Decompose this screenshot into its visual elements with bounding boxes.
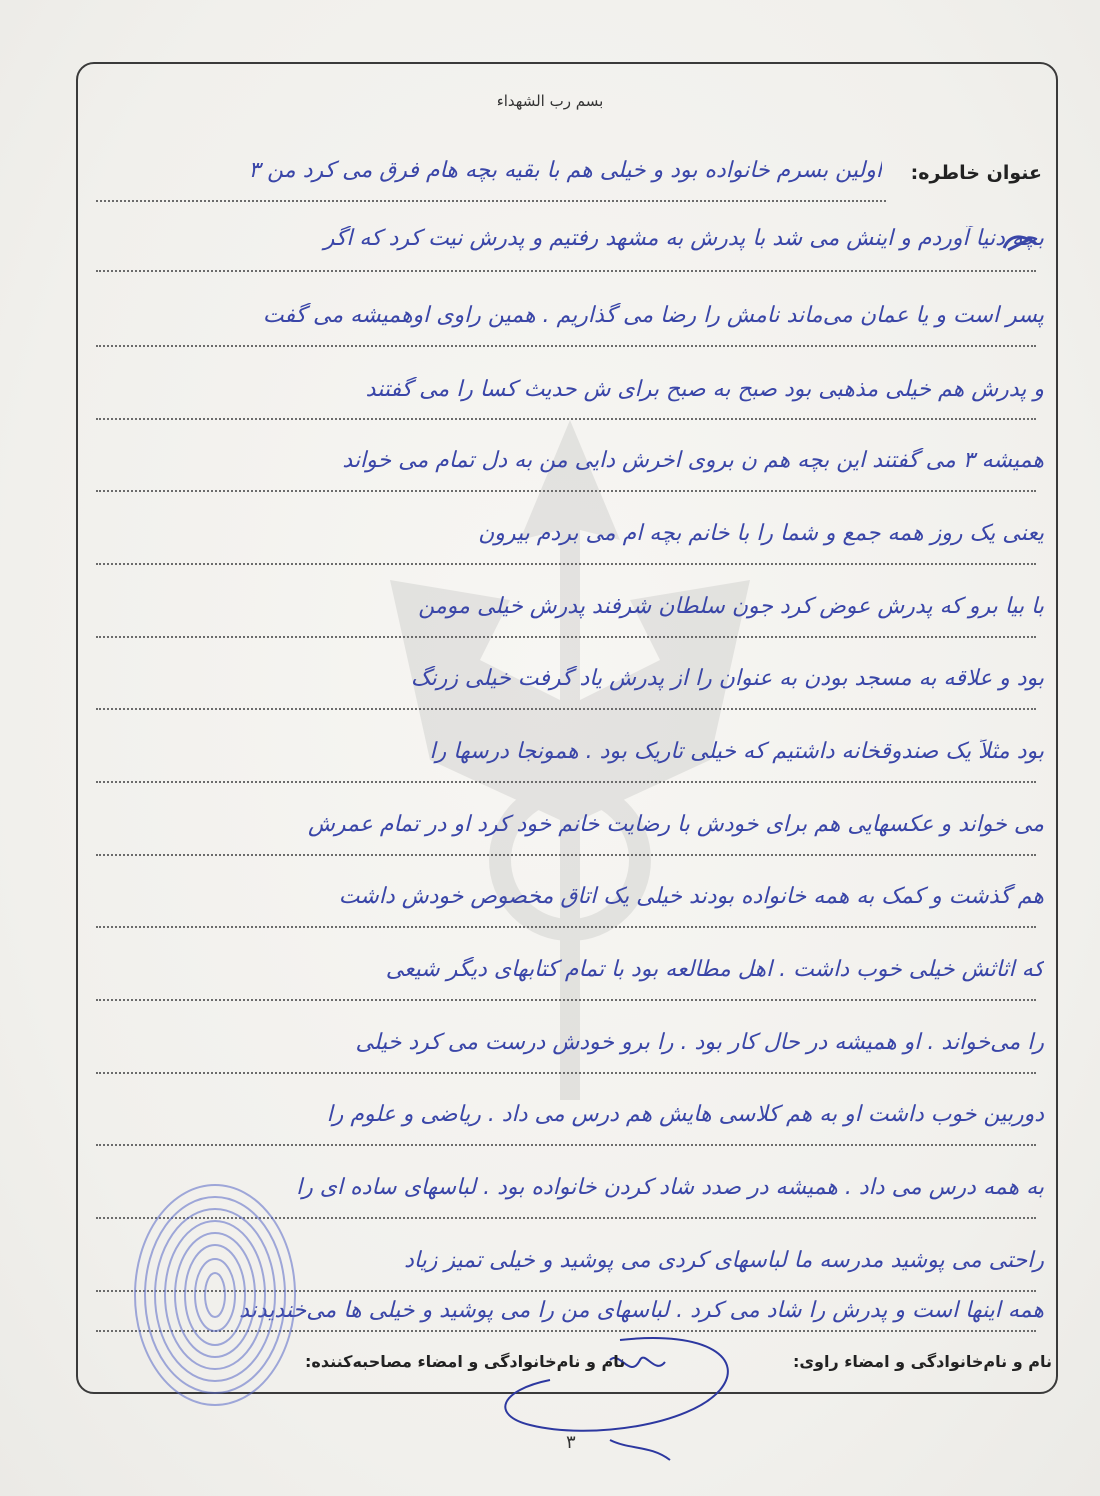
handwritten-line: پسر است و یا عمان می‌ماند نامش را رضا می گذاریم . همین راوی اوهمیشه می گفت xyxy=(262,303,1044,328)
handwritten-line: بچه دنیا آوردم و اینش می شد با پدرش به مشهد رفتیم و پدرش نیت کرد که اگر xyxy=(323,226,1044,251)
ruled-line xyxy=(96,270,1036,272)
ruled-line xyxy=(96,200,886,202)
handwritten-line: بود مثلاً یک صندوقخانه داشتیم که خیلی تاریک بود . همونجا درسها را xyxy=(429,739,1044,764)
handwritten-line: همیشه ۳ می گفتند این بچه هم ن بروی اخرش دایی من به دل تمام می خواند xyxy=(342,448,1044,473)
handwritten-line: که اثاثش خیلی خوب داشت . اهل مطالعه بود با تمام کتابهای دیگر شیعی xyxy=(385,957,1044,982)
narrator-signature-label: نام و نام‌خانوادگی و امضاء راوی: xyxy=(792,1352,1052,1371)
ruled-line xyxy=(96,854,1036,856)
handwritten-signature-icon xyxy=(470,1320,750,1470)
ruled-line xyxy=(96,708,1036,710)
handwritten-line: اولین بسرم خانواده بود و خیلی هم با بقیه بچه هام فرق می کرد من ۳ xyxy=(248,158,882,183)
handwritten-line: می خواند و عکسهایی هم برای خودش با رضایت خانم خود کرد او در تمام عمرش xyxy=(307,812,1044,837)
ruled-line xyxy=(96,636,1036,638)
memory-title-label: عنوان خاطره: xyxy=(910,162,1042,184)
handwritten-line: با بیا برو که پدرش عوض کرد جون سلطان شرفند پدرش خیلی مومن xyxy=(418,594,1044,619)
handwritten-line: دوربین خوب داشت او به هم کلاسی هایش هم درس می داد . ریاضی و علوم را xyxy=(326,1102,1044,1127)
ruled-line xyxy=(96,490,1036,492)
ruled-line xyxy=(96,926,1036,928)
ruled-line xyxy=(96,781,1036,783)
handwritten-line: هم گذشت و کمک به همه خانواده بودند خیلی یک اتاق مخصوص خودش داشت xyxy=(338,884,1044,909)
handwritten-line: را می‌خواند . او همیشه در حال کار بود . را برو خودش درست می کرد خیلی xyxy=(355,1030,1044,1055)
handwritten-line: بود و علاقه به مسجد بودن به عنوان را از پدرش یاد گرفت خیلی زرنگ xyxy=(410,666,1044,691)
ruled-line xyxy=(96,418,1036,420)
handwritten-line: و پدرش هم خیلی مذهبی بود صبح به صبح برای ش حدیث کسا را می گفتند xyxy=(365,377,1044,402)
handwritten-line: یعنی یک روز همه جمع و شما را با خانم بچه ام می بردم بیرون xyxy=(478,521,1044,546)
ruled-line xyxy=(96,999,1036,1001)
page-header-title: بسم رب الشهداء xyxy=(496,92,604,110)
handwritten-line: به همه درس می داد . همیشه در صدد شاد کردن خانواده بود . لباسهای ساده ای را xyxy=(296,1175,1044,1200)
page-number: ۳ xyxy=(566,1432,576,1453)
handwritten-line: همه اینها است و پدرش را شاد می کرد . لباسهای من را می پوشید و خیلی ها می‌خندیدند xyxy=(239,1298,1044,1323)
ruled-line xyxy=(96,1072,1036,1074)
ruled-line xyxy=(96,1144,1036,1146)
interviewer-signature-label: نام و نام‌خانوادگی و امضاء مصاحبه‌کننده: xyxy=(305,1352,626,1371)
fingerprint-stamp-icon xyxy=(120,1170,310,1420)
handwritten-line: راحتی می پوشید مدرسه ما لباسهای کردی می پوشید و خیلی تمیز زیاد xyxy=(404,1248,1044,1273)
ruled-line xyxy=(96,563,1036,565)
ruled-line xyxy=(96,345,1036,347)
